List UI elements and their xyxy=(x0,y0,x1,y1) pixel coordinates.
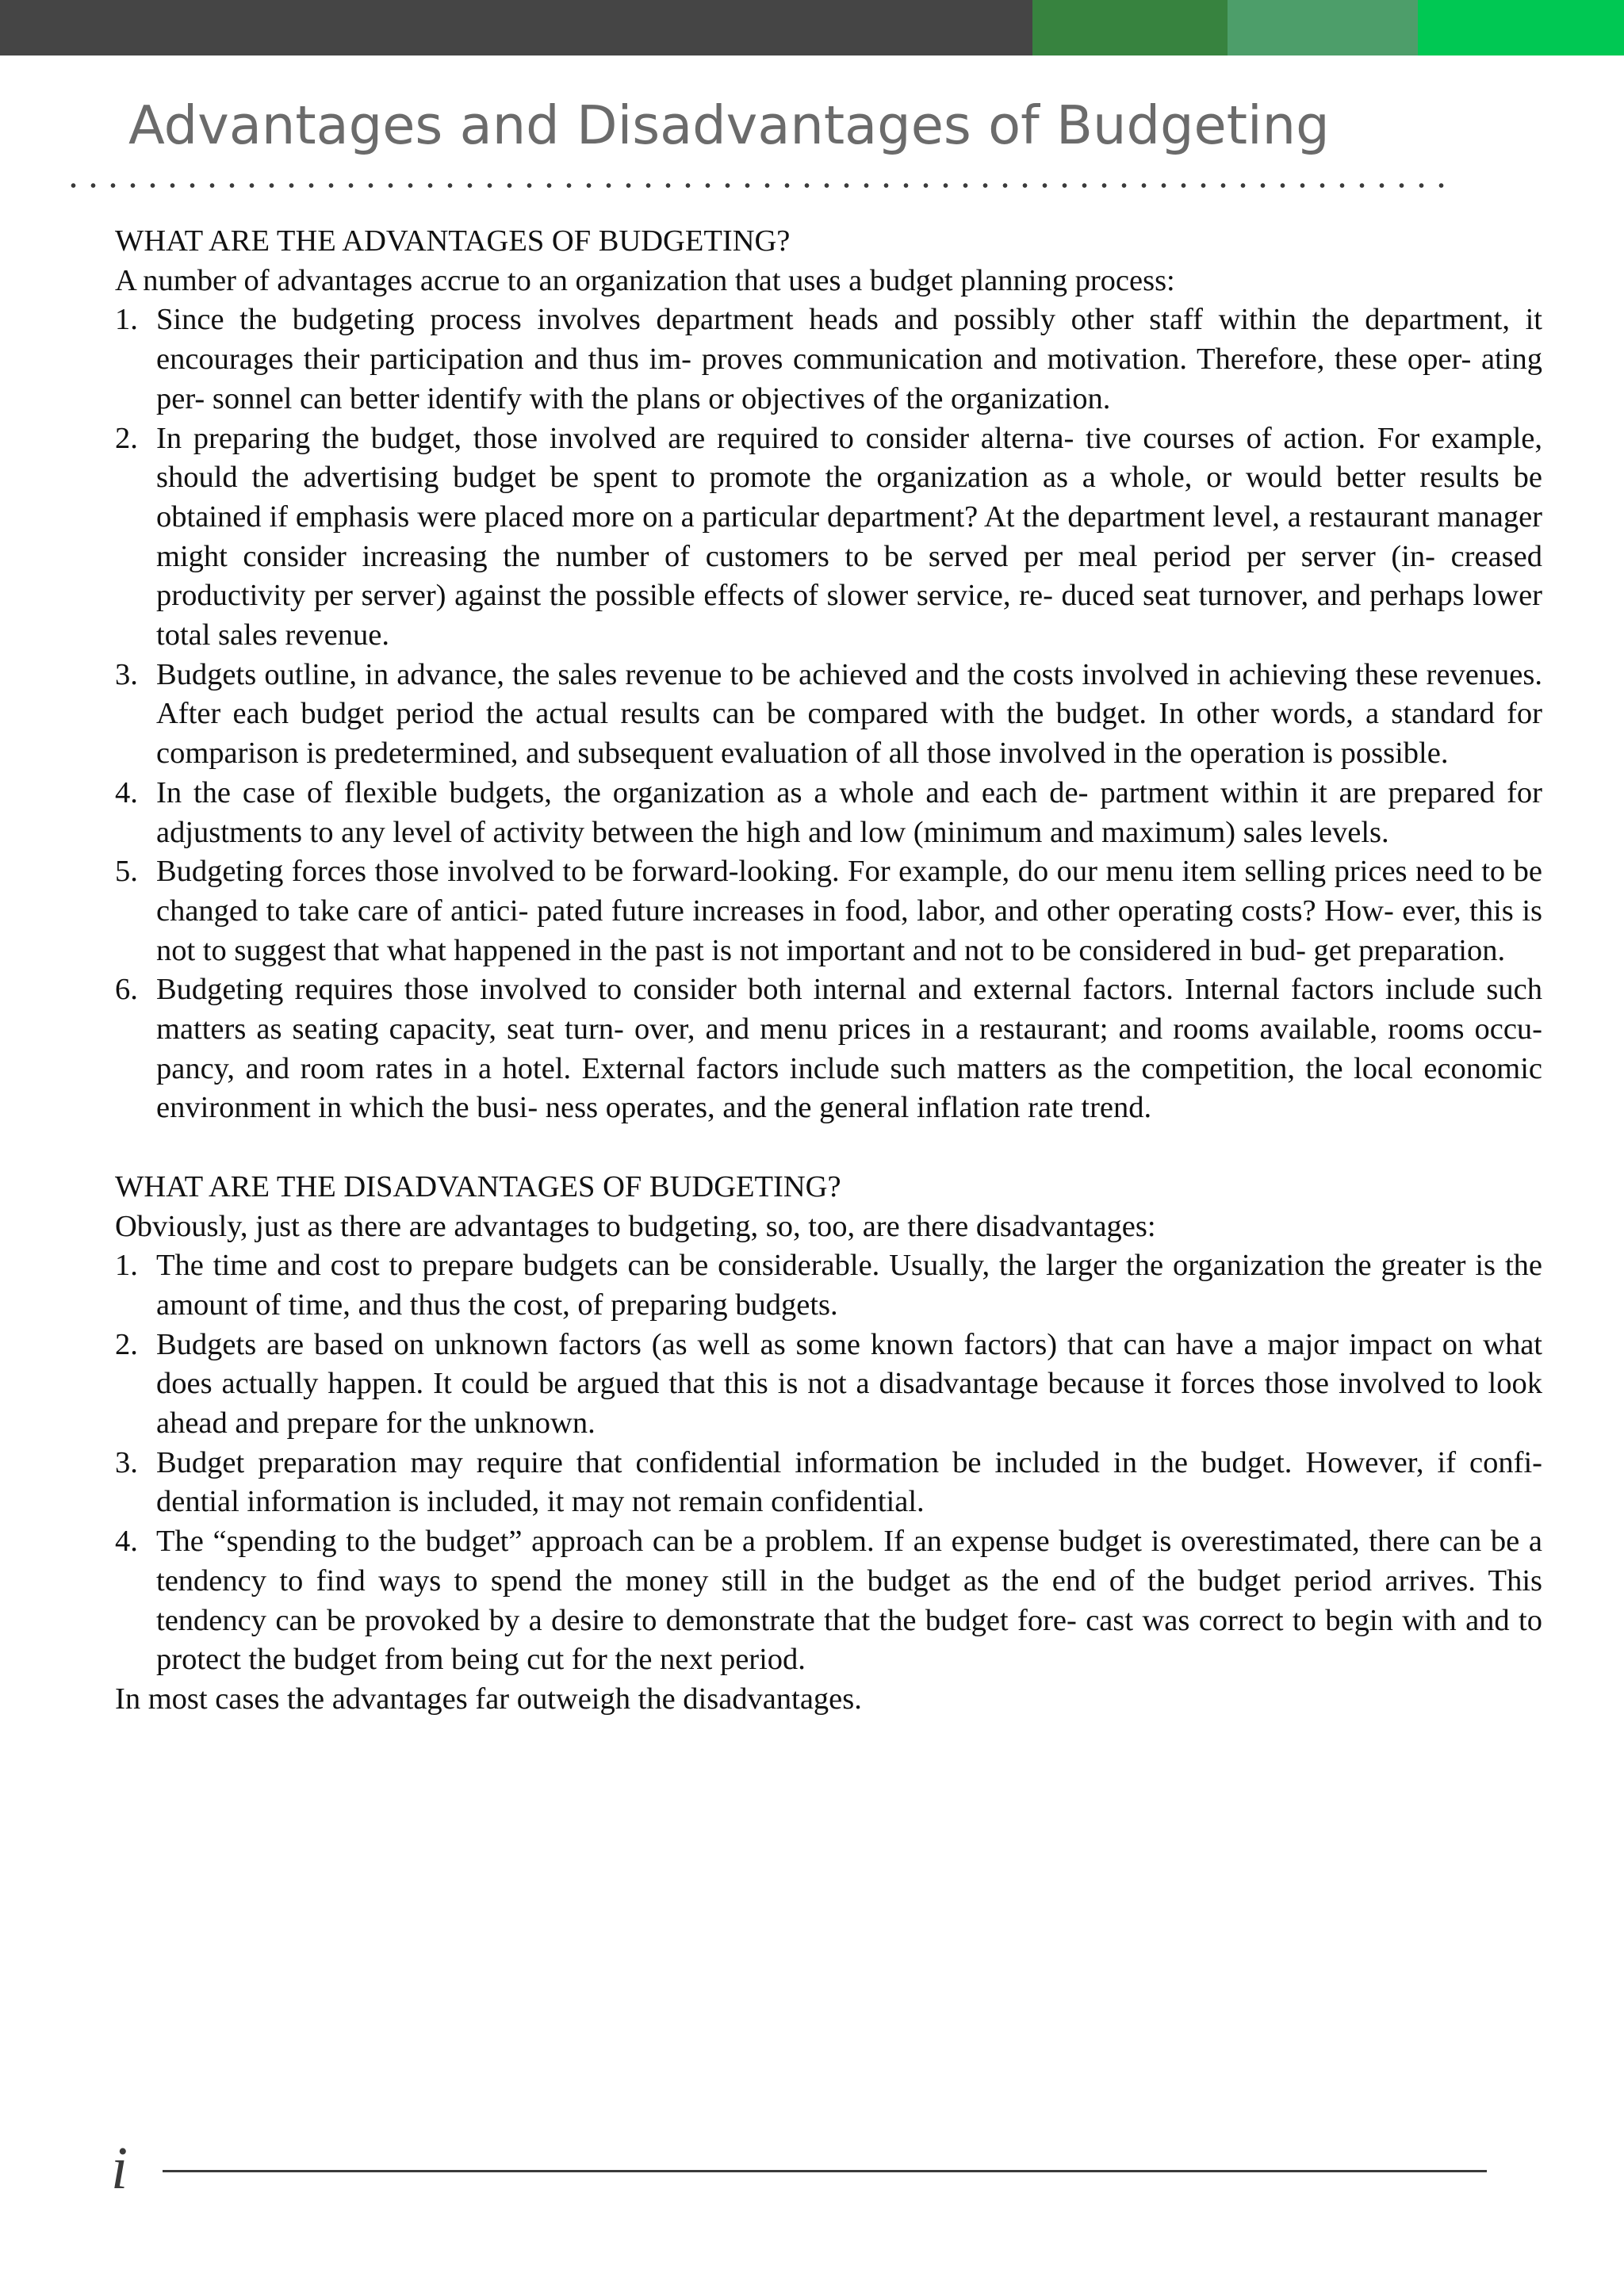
list-item-number: 2. xyxy=(115,1327,138,1361)
list-item-number: 1. xyxy=(115,1249,138,1283)
list-item-text: In preparing the budget, those involved are required to consider alterna- tive courses of action. For example, should the advertising budget be spent to promote the organization as a whole, or would better results be obtained if emphasis were placed more on a particular department? At the department level, a restaurant manager might consider increasing the number of customers to be served per meal period per server (in- creased productivity per server) against the possible effects of slower service, re- duced seat turnover, and perhaps lower total sales revenue. xyxy=(156,421,1542,652)
disadvantages-heading: WHAT ARE THE DISADVANTAGES OF BUDGETING? xyxy=(115,1169,841,1203)
list-item-number: 5. xyxy=(115,855,138,889)
footer-rule xyxy=(163,2170,1487,2172)
list-item xyxy=(115,774,1542,852)
list-item-text: Budgeting requires those involved to consider both internal and external factors. Internal factors include such matters as seating capacity, seat turn- over, and menu prices in a restaurant; and rooms available, rooms occu- pancy, and room rates in a hotel. External factors include such matters as the competition, the local economic environment in which the busi- ness operates, and the general inflation rate trend. xyxy=(156,973,1542,1125)
list-item-text: The “spending to the budget” approach can be a problem. If an expense budget is overestimated, there can be a tendency to find ways to spend the money still in the budget as the end of the budget period arrives. This tendency can be provoked by a desire to demonstrate that the budget fore- cast was correct to begin with and to protect the budget from being cut for the next period. xyxy=(156,1525,1542,1677)
advantages-intro: A number of advantages accrue to an organization that uses a budget planning process: xyxy=(115,263,1175,297)
list-item-text: In the case of flexible budgets, the organization as a whole and each de- partment within it are prepared for adjustments to any level of activity between the high and low (minimum and maximum) sales levels. xyxy=(156,775,1542,849)
advantages-list xyxy=(115,300,1542,1128)
disadvantages-list xyxy=(115,1246,1542,1680)
list-item xyxy=(115,1444,1542,1522)
list-item-text: Budgets are based on unknown factors (as well as some known factors) that can have a major impact on what does actually happen. It could be argued that this is not a disadvantage because it forces those involved to look ahead and prepare for the unknown. xyxy=(156,1327,1542,1441)
list-item-text: Budget preparation may require that confidential information be included in the budget. However, if confi- dential information is included, it may not remain confidential. xyxy=(156,1445,1542,1519)
list-item-text: Since the budgeting process involves department heads and possibly other staff within the department, it encourages their participation and thus im- proves communication and motivation. Therefore, these oper- ating per- sonnel can better identify with the plans or objectives of the organization. xyxy=(156,303,1542,415)
list-item-number: 4. xyxy=(115,775,138,809)
footer-i-glyph: i xyxy=(111,2135,128,2202)
list-item xyxy=(115,852,1542,970)
top-bar-green-segment-3 xyxy=(1418,0,1624,55)
list-item-number: 3. xyxy=(115,657,138,691)
top-bar-dark-segment xyxy=(0,0,1032,55)
page-title: Advantages and Disadvantages of Budgeting xyxy=(128,94,1330,156)
conclusion: In most cases the advantages far outweigh the disadvantages. xyxy=(115,1682,862,1716)
top-bar-green-segment-1 xyxy=(1032,0,1228,55)
list-item xyxy=(115,419,1542,656)
list-item xyxy=(115,1246,1542,1325)
list-item xyxy=(115,1522,1542,1680)
list-item-text: Budgeting forces those involved to be forward-looking. For example, do our menu item selling prices need to be changed to take care of antici- pated future increases in food, labor, and other operating costs? How- ever, this is not to suggest that what happened in the past is not important and not to be considered in bud- get preparation. xyxy=(156,855,1542,967)
list-item xyxy=(115,1326,1542,1444)
main-content xyxy=(115,222,1542,1720)
list-item xyxy=(115,656,1542,774)
top-color-bar xyxy=(0,0,1624,55)
list-item-number: 2. xyxy=(115,421,138,455)
list-item-number: 4. xyxy=(115,1525,138,1559)
top-bar-green-segment-2 xyxy=(1228,0,1418,55)
list-item xyxy=(115,300,1542,419)
dotted-divider xyxy=(63,182,1447,189)
section-spacer xyxy=(115,1128,1542,1168)
disadvantages-intro: Obviously, just as there are advantages to budgeting, so, too, are there disadvantages: xyxy=(115,1209,1156,1243)
list-item-number: 1. xyxy=(115,303,138,337)
list-item-number: 6. xyxy=(115,973,138,1007)
list-item-number: 3. xyxy=(115,1445,138,1479)
list-item-text: Budgets outline, in advance, the sales revenue to be achieved and the costs involved in achieving these revenues. After each budget period the actual results can be compared with the budget. In other words, a standard for comparison is predetermined, and subsequent evaluation of all those involved in the operation is possible. xyxy=(156,657,1542,771)
advantages-heading: WHAT ARE THE ADVANTAGES OF BUDGETING? xyxy=(115,224,791,258)
list-item-text: The time and cost to prepare budgets can be considerable. Usually, the larger the organization the greater is the amount of time, and thus the cost, of preparing budgets. xyxy=(156,1249,1542,1322)
list-item xyxy=(115,970,1542,1128)
